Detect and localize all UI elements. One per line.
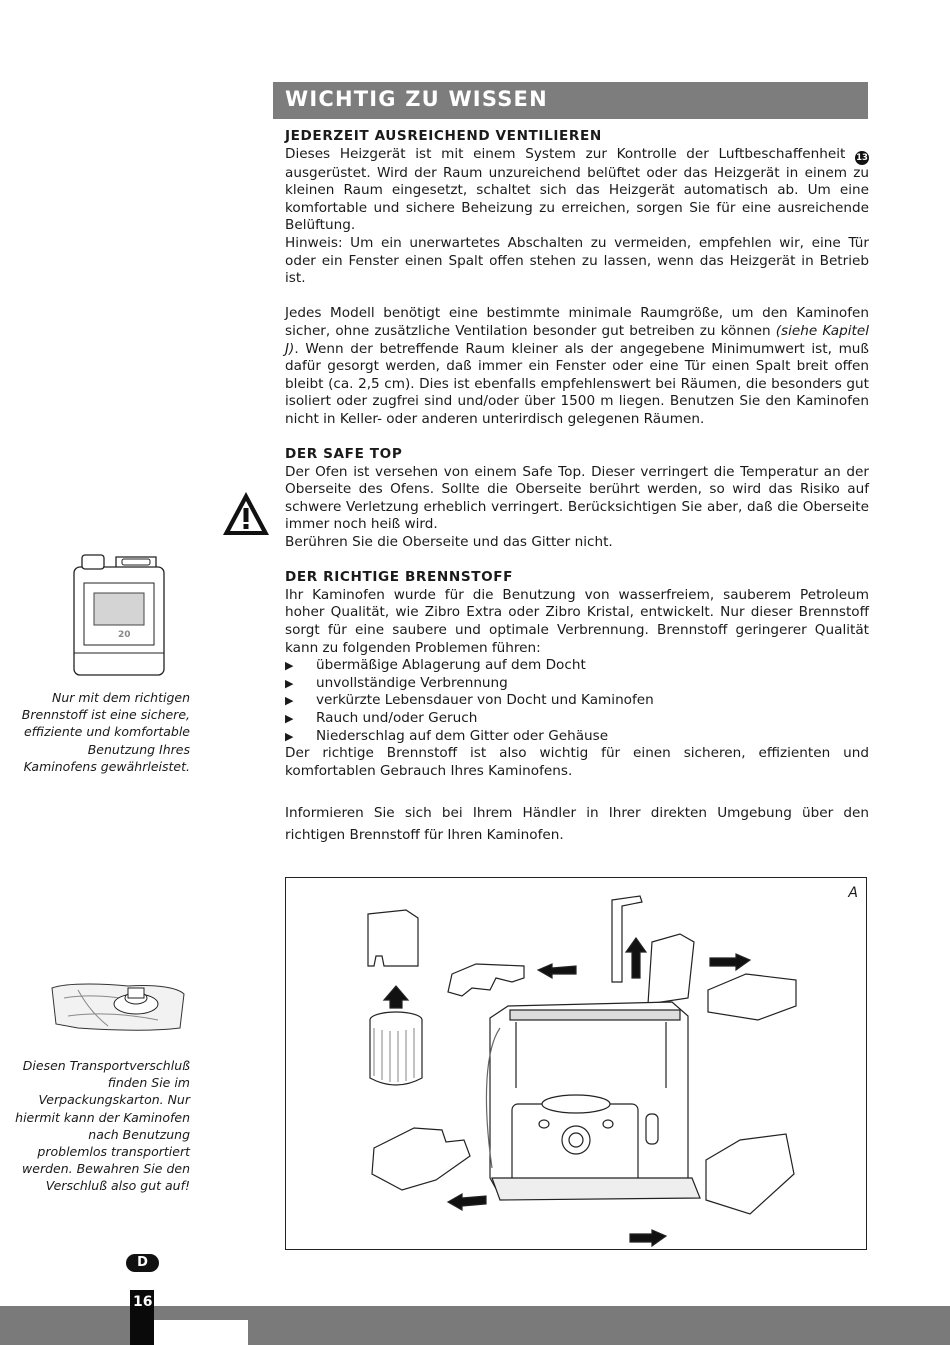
list-item: ▶ Niederschlag auf dem Gitter oder Gehäuse xyxy=(285,728,869,746)
fuel-problem-list xyxy=(285,657,869,745)
reference-marker-13: 13 xyxy=(856,152,868,163)
figure-exploded-view xyxy=(285,877,867,1250)
fuel-paragraph-1: Ihr Kaminofen wurde für die Benutzung von wasserfreiem, sauberem Petroleum hoher Qualität, wie Zibro Extra oder Zibro Kristal, entwickelt. Nur dieser Brennstoff sorgt für eine saubere und optimale Verbrennung. Brennstoff geringerer Qualität kann zu folgenden Problemen führen: xyxy=(285,586,869,656)
ventilation-paragraph-2: Hinweis: Um ein unerwartetes Abschalten zu vermeiden, empfehlen wir, eine Tür oder ein Fenster einen Spalt offen stehen zu lassen, wenn das Heizgerät in Betrieb ist. xyxy=(285,234,869,287)
footer-white-block xyxy=(154,1320,248,1345)
ventilation-paragraph-1 xyxy=(285,146,869,235)
safe-top-paragraph-1: Der Ofen ist versehen von einem Safe Top. Dieser verringert die Temperatur an der Oberseite des Ofens. Sollte die Oberseite berührt werden, so wird das Risiko auf schwere Verletzung erheblich verringert. Berücksichtigen Sie aber, daß die Oberseite immer noch heiß wird. xyxy=(285,463,869,533)
ventilation-text-a: Dieses Heizgerät ist mit einem System zur Kontrolle der Luftbeschaffenheit xyxy=(285,145,855,162)
jerrycan-icon xyxy=(68,553,170,678)
heater-exploded-diagram xyxy=(286,878,866,1249)
page-number-box xyxy=(130,1290,154,1345)
fuel-paragraph-3: Informieren Sie sich bei Ihrem Händler in Ihrer direkten Umgebung über den richtigen Brennstoff für Ihren Kaminofen. xyxy=(285,805,869,844)
list-item: ▶ unvollständige Verbrennung xyxy=(285,675,869,693)
room-size-text-b: . Wenn der betreffende Raum kleiner als der angegebene Minimumwert ist, muß dafür gesorgt werden, daß immer ein Fenster oder eine Tür einen Spalt breit offen bleibt (ca. 2,5 cm). Dies ist ebenfalls empfehlenswert bei Räumen, die besonders gut isoliert oder zugfrei sind und/oder über 1500 m liegen. Benutzen Sie den Kaminofen nicht in Keller- oder anderen unterirdisch gelegenen Räumen. xyxy=(285,340,869,427)
heading-fuel: DER RICHTIGE BRENNSTOFF xyxy=(285,569,514,586)
ventilation-paragraph-3 xyxy=(285,305,869,428)
heading-safe-top: DER SAFE TOP xyxy=(285,446,403,463)
fuel-paragraph-2: Der richtige Brennstoff ist also wichtig für einen sicheren, effizienten und komfortablen Gebrauch Ihres Kaminofens. xyxy=(285,745,869,779)
figure-label: A xyxy=(848,885,858,901)
fuel-caption: Nur mit dem richtigen Brennstoff ist eine sichere, effiziente und komfortable Benutzung Ihres Kaminofens gewährleistet. xyxy=(21,690,190,774)
section-banner xyxy=(273,82,868,119)
list-item: ▶ verkürzte Lebensdauer von Docht und Kaminofen xyxy=(285,692,869,710)
ventilation-text-b: ausgerüstet. Wird der Raum unzureichend belüftet oder das Heizgerät in einem zu kleinen Raum eingesetzt, schaltet sich das Heizgerät automatisch ab. Um eine komfortable und sichere Beheizung zu erreichen, sorgen Sie für eine ausreichende Belüftung. xyxy=(285,164,869,234)
page-title: WICHTIG ZU WISSEN xyxy=(285,87,548,111)
warning-triangle-icon xyxy=(221,490,271,538)
list-item: ▶ Rauch und/oder Geruch xyxy=(285,710,869,728)
safe-top-paragraph-2: Berühren Sie die Oberseite und das Gitter nicht. xyxy=(285,534,613,551)
room-size-text-a: Jedes Modell benötigt eine bestimmte minimale Raumgröße, um den Kaminofen sicher, ohne zusätzliche Ventilation besonder gut betreiben zu können xyxy=(285,305,869,339)
main-column xyxy=(285,128,869,846)
jerrycan-label: 20 xyxy=(118,630,131,640)
heading-ventilation: JEDERZEIT AUSREICHEND VENTILIEREN xyxy=(285,128,602,144)
language-badge: D xyxy=(126,1254,159,1272)
chapter-reference: (siehe Kapitel J) xyxy=(285,322,870,357)
transport-lock-icon xyxy=(48,978,188,1034)
list-item: ▶ übermäßige Ablagerung auf dem Docht xyxy=(285,657,869,675)
page-number: 16 xyxy=(133,1294,153,1310)
transport-caption: Diesen Transportverschluß finden Sie im Verpackungskarton. Nur hiermit kann der Kaminofen nach Benutzung problemlos transportiert werden. Bewahren Sie den Verschluß also gut auf! xyxy=(15,1058,190,1194)
